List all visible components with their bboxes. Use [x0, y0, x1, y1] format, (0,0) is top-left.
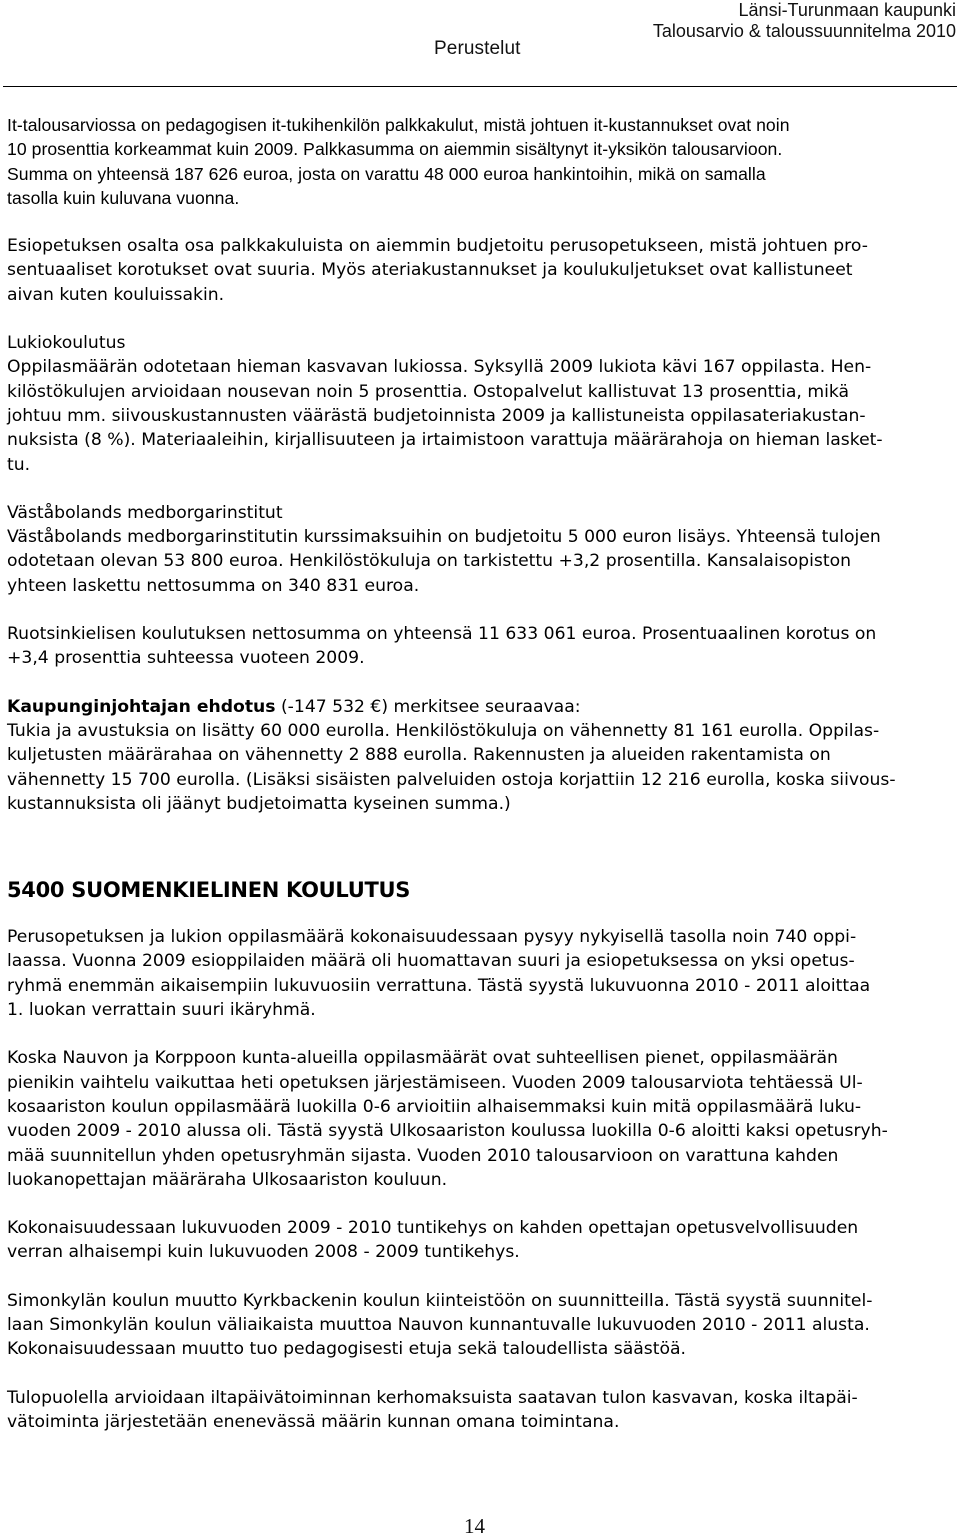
text-line: Tulopuolella arvioidaan iltapäivätoiminnan kerhomaksuista saatavan tulon kasvavan, koska iltapäi- [7, 1387, 858, 1408]
text-line: 1. luokan verrattain suuri ikäryhmä. [7, 1000, 316, 1021]
header-divider [3, 86, 957, 87]
text-line: Koska Nauvon ja Korppoon kunta-alueilla oppilasmäärät ovat suhteellisen pienet, oppilasmäärän [7, 1048, 838, 1069]
page-number: 14 [464, 1514, 485, 1538]
paragraph-archipelago-schools [7, 1046, 951, 1192]
paragraph-student-numbers [7, 925, 951, 1022]
text-line: sentuaaliset korotukset ovat suuria. Myös ateriakustannukset ja koulukuljetukset ovat kallistuneet [7, 260, 853, 281]
proposal-lead: Kaupunginjohtajan ehdotus [7, 696, 276, 717]
section-heading: 5400 SUOMENKIELINEN KOULUTUS [7, 878, 411, 903]
paragraph-gap [7, 1192, 951, 1216]
paragraph-preschool [7, 234, 951, 307]
text-line: laan Simonkylän koulun väliaikaista muuttoa Nauvon kunnantuvalle lukuvuoden 2010 - 2011 alusta. [7, 1314, 870, 1335]
section-gap [7, 816, 951, 878]
paragraph-gap [7, 1022, 951, 1046]
text-line: Tukia ja avustuksia on lisätty 60 000 eurolla. Henkilöstökuluja on vähennetty 81 161 eurolla. Oppilas- [7, 720, 880, 741]
text-line: Simonkylän koulun muutto Kyrkbackenin koulun kiinteistöön on suunnitteilla. Tästä syystä suunnitel- [7, 1290, 873, 1311]
text-line: Perusopetuksen ja lukion oppilasmäärä kokonaisuudessaan pysyy nykyisellä tasolla noin 740 oppi- [7, 927, 857, 948]
municipality-name: Länsi-Turunmaan kaupunki [738, 0, 956, 20]
subheading-upper-secondary: Lukiokoulutus [7, 333, 126, 354]
text-line: Oppilasmäärän odotetaan hieman kasvavan lukiossa. Syksyllä 2009 lukiota kävi 167 oppilasta. Hen- [7, 357, 872, 378]
text-line: johtuu mm. siivouskustannusten väärästä budjetoinnista 2009 ja kallistuneista oppilasateriakustan- [7, 405, 866, 426]
text-line: Ruotsinkielisen koulutuksen nettosumma on yhteensä 11 633 061 euroa. Prosentuaalinen korotus on [7, 624, 877, 645]
text-line: mää suunnitellun yhden opetusryhmän sijasta. Vuoden 2010 talousarvioon on varattuna kahden [7, 1145, 839, 1166]
document-body [7, 113, 951, 1434]
text-line: Kokonaisuudessaan muutto tuo pedagogisesti etuja sekä taloudellista säästöä. [7, 1339, 686, 1360]
text-line: aivan kuten kouluissakin. [7, 284, 225, 305]
paragraph-adult-education [7, 501, 951, 598]
page-header [0, 0, 960, 90]
text-line: +3,4 prosenttia suhteessa vuoteen 2009. [7, 648, 365, 669]
text-line: tasolla kuin kuluvana vuonna. [7, 187, 240, 208]
text-line: Väståbolands medborgarinstitutin kurssimaksuihin on budjetoitu 5 000 euron lisäys. Yhteensä tulojen [7, 527, 881, 548]
text-line: kuljetusten määrärahaa on vähennetty 2 888 eurolla. Rakennusten ja alueiden rakentamista on [7, 745, 831, 766]
paragraph-gap [7, 598, 951, 622]
text-line: kilöstökulujen arvioidaan nousevan noin 5 prosenttia. Ostopalvelut kallistuvat 13 prosenttia, mikä [7, 381, 850, 402]
text-line: tu. [7, 454, 31, 475]
paragraph-afternoon-activities [7, 1386, 951, 1435]
text-line: Summa on yhteensä 187 626 euroa, josta on varattu 48 000 euroa hankintoihin, mikä on samalla [7, 163, 766, 184]
text-line: kosaariston koulun oppilasmäärä luokilla 0-6 arvioitiin alhaisemmaksi kuin mitä oppilasmäärä luku- [7, 1096, 862, 1117]
paragraph-school-relocation [7, 1289, 951, 1362]
paragraph-gap [7, 307, 951, 331]
heading-gap [7, 902, 951, 925]
paragraph-gap [7, 1362, 951, 1386]
section-title: Perustelut [434, 38, 521, 59]
text-line: yhteen laskettu nettosumma on 340 831 euroa. [7, 575, 420, 596]
document-title: Talousarvio & taloussuunnitelma 2010 [652, 21, 956, 41]
text-line: kustannuksista oli jäänyt budjetoimatta kyseinen summa.) [7, 793, 511, 814]
text-line: pienikin vaihtelu vaikuttaa heti opetuksen järjestämiseen. Vuoden 2009 talousarviota tehtäessä Ul- [7, 1072, 863, 1093]
proposal-lead-rest: (-147 532 €) merkitsee seuraavaa: [275, 696, 581, 717]
text-line: Esiopetuksen osalta osa palkkakuluista on aiemmin budjetoitu perusopetukseen, mistä johtuen pro- [7, 236, 868, 257]
text-line: vähennetty 15 700 eurolla. (Lisäksi sisäisten palveluiden ostoja korjattiin 12 216 eurolla, koska siivous- [7, 769, 896, 790]
text-line: verran alhaisempi kuin lukuvuoden 2008 - 2009 tuntikehys. [7, 1242, 520, 1263]
paragraph-gap [7, 1265, 951, 1289]
text-line: ryhmä enemmän aikaisempiin lukuvuosiin verrattuna. Tästä syystä lukuvuonna 2010 - 2011 aloittaa [7, 975, 871, 996]
text-line: Kokonaisuudessaan lukuvuoden 2009 - 2010 tuntikehys on kahden opettajan opetusvelvollisuuden [7, 1218, 859, 1239]
paragraph-swedish-education-total [7, 622, 951, 671]
text-line: odotetaan olevan 53 800 euroa. Henkilöstökuluja on tarkistettu +3,2 prosentilla. Kansalaisopiston [7, 551, 851, 572]
text-line: laassa. Vuonna 2009 esioppilaiden määrä oli huomattavan suuri ja esiopetuksessa on yksi opetus- [7, 951, 855, 972]
paragraph-upper-secondary [7, 331, 951, 477]
paragraph-gap [7, 210, 951, 234]
text-line: luokanopettajan määräraha Ulkosaariston kouluun. [7, 1169, 448, 1190]
document-info [653, 0, 956, 42]
paragraph-lesson-frame [7, 1216, 951, 1265]
text-line: nuksista (8 %). Materiaaleihin, kirjallisuuteen ja irtaimistoon varattuja määrärahoja on hieman lasket- [7, 430, 883, 451]
text-line: vuoden 2009 - 2010 alussa oli. Tästä syystä Ulkosaariston koulussa luokilla 0-6 aloitti kaksi opetusryh- [7, 1121, 888, 1142]
paragraph-gap [7, 477, 951, 501]
text-line: 10 prosenttia korkeammat kuin 2009. Palkkasumma on aiemmin sisältynyt it-yksikön talousarvioon. [7, 139, 783, 160]
text-line: vätoiminta järjestetään enenevässä määrin kunnan omana toimintana. [7, 1411, 620, 1432]
text-line [7, 695, 951, 719]
subheading-adult-education: Väståbolands medborgarinstitut [7, 502, 283, 523]
paragraph-it-budget [7, 113, 951, 210]
paragraph-mayor-proposal [7, 695, 951, 816]
text-line: It-talousarviossa on pedagogisen it-tukihenkilön palkkakulut, mistä johtuen it-kustannukset ovat noin [7, 115, 790, 135]
paragraph-gap [7, 671, 951, 695]
